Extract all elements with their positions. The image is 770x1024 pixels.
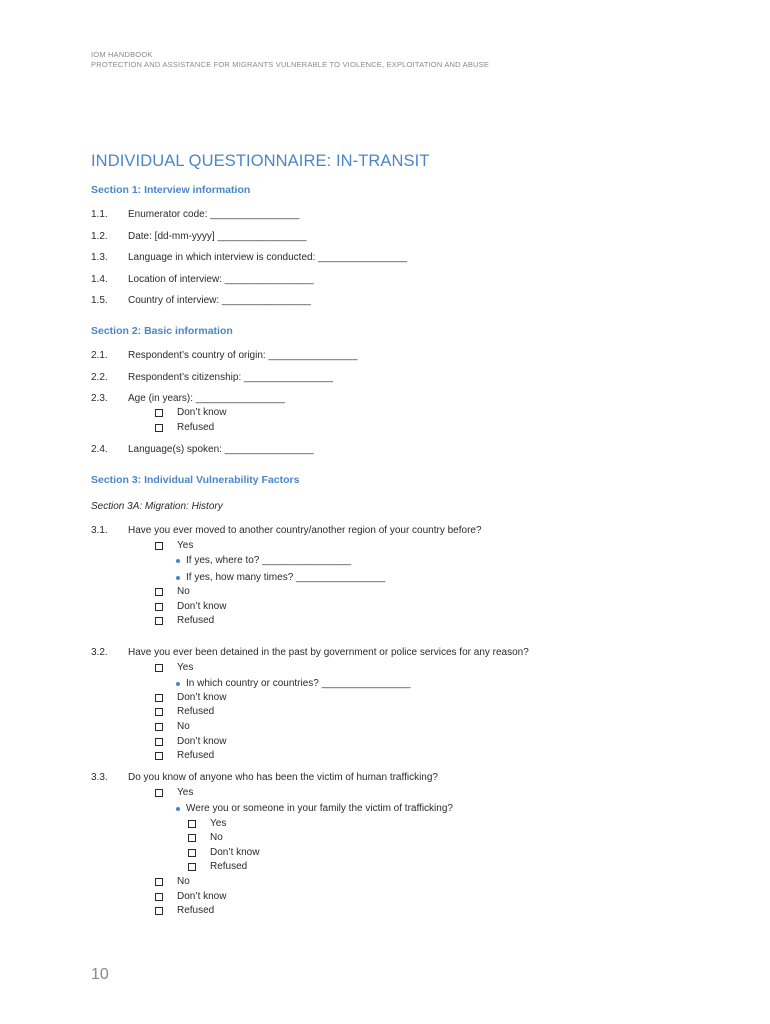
section-3a-heading: Section 3A: Migration: History — [91, 501, 223, 512]
q2-3-number: 2.3. — [91, 393, 108, 404]
q3-3-sub-option-dont-know[interactable] — [188, 847, 259, 858]
q1-2-text: Date: [dd-mm-yyyy] ________________ — [128, 231, 307, 242]
q1-3-number: 1.3. — [91, 252, 108, 263]
checkbox[interactable] — [155, 738, 163, 746]
bullet-dot-icon — [176, 807, 180, 811]
q3-1-option-dont-know[interactable] — [155, 601, 226, 612]
bullet-dot-icon — [176, 576, 180, 580]
checkbox[interactable] — [155, 752, 163, 760]
option-label: Yes — [177, 540, 194, 551]
checkbox[interactable] — [155, 708, 163, 716]
checkbox[interactable] — [155, 893, 163, 901]
q1-4-number: 1.4. — [91, 274, 108, 285]
q3-2-text: Have you ever been detained in the past by government or police services for any reason? — [128, 647, 529, 658]
checkbox[interactable] — [155, 603, 163, 611]
q2-2-text: Respondent’s citizenship: ________________ — [128, 372, 333, 383]
section-3-heading: Section 3: Individual Vulnerability Factors — [91, 474, 300, 486]
option-label: Don’t know — [177, 692, 227, 703]
q3-2-option-yes[interactable] — [155, 662, 193, 673]
q3-3-option-no[interactable] — [155, 876, 190, 887]
option-label: Refused — [177, 706, 215, 717]
header-line-1: IOM HANDBOOK — [91, 50, 153, 59]
option-label: Yes — [177, 662, 194, 673]
q3-1-number: 3.1. — [91, 525, 108, 536]
option-label: Refused — [177, 905, 215, 916]
option-label: Refused — [177, 422, 215, 433]
q3-3-sub-option-yes[interactable] — [188, 818, 226, 829]
q2-3-option-refused[interactable] — [155, 422, 214, 433]
option-label: Don’t know — [210, 847, 260, 858]
q3-2-option-dont-know-1[interactable] — [155, 692, 226, 703]
option-label: Don’t know — [177, 601, 227, 612]
q3-3-sub-option-refused[interactable] — [188, 861, 247, 872]
running-header — [91, 50, 489, 70]
q2-3-option-dont-know[interactable] — [155, 407, 226, 418]
q3-3-sub-option-no[interactable] — [188, 832, 223, 843]
option-label: No — [177, 586, 190, 597]
q3-2-bullet-which-country — [176, 678, 411, 689]
q3-2-option-refused-2[interactable] — [155, 750, 214, 761]
q2-1-text: Respondent’s country of origin: ________________ — [128, 350, 358, 361]
q3-2-option-dont-know-2[interactable] — [155, 736, 226, 747]
option-label: Yes — [210, 818, 227, 829]
q3-1-option-refused[interactable] — [155, 615, 214, 626]
q2-4-text: Language(s) spoken: ________________ — [128, 444, 314, 455]
q3-3-option-dont-know[interactable] — [155, 891, 226, 902]
bullet-dot-icon — [176, 682, 180, 686]
q3-2-option-no[interactable] — [155, 721, 190, 732]
q3-3-bullet-victim-family — [176, 803, 453, 814]
checkbox[interactable] — [188, 834, 196, 842]
option-label: Refused — [177, 750, 215, 761]
bullet-text: In which country or countries? ________________ — [186, 678, 411, 689]
checkbox[interactable] — [155, 789, 163, 797]
checkbox[interactable] — [155, 588, 163, 596]
q3-1-option-yes[interactable] — [155, 540, 193, 551]
q2-2-number: 2.2. — [91, 372, 108, 383]
checkbox[interactable] — [188, 863, 196, 871]
option-label: Refused — [210, 861, 248, 872]
checkbox[interactable] — [155, 424, 163, 432]
q3-1-text: Have you ever moved to another country/another region of your country before? — [128, 525, 482, 536]
option-label: No — [177, 721, 190, 732]
option-label: Refused — [177, 615, 215, 626]
checkbox[interactable] — [155, 617, 163, 625]
q3-3-option-refused[interactable] — [155, 905, 214, 916]
q3-1-bullet-where-to — [176, 555, 351, 566]
q3-3-number: 3.3. — [91, 772, 108, 783]
checkbox[interactable] — [188, 849, 196, 857]
checkbox[interactable] — [155, 664, 163, 672]
q1-1-text: Enumerator code: ________________ — [128, 209, 300, 220]
q1-5-text: Country of interview: ________________ — [128, 295, 311, 306]
bullet-text: If yes, where to? ________________ — [186, 555, 352, 566]
checkbox[interactable] — [155, 907, 163, 915]
q3-3-option-yes[interactable] — [155, 787, 193, 798]
checkbox[interactable] — [155, 723, 163, 731]
q1-3-text: Language in which interview is conducted: ________________ — [128, 252, 408, 263]
option-label: Don’t know — [177, 891, 227, 902]
option-label: Yes — [177, 787, 194, 798]
page-title: INDIVIDUAL QUESTIONNAIRE: IN-TRANSIT — [91, 152, 430, 170]
option-label: No — [210, 832, 223, 843]
q2-4-number: 2.4. — [91, 444, 108, 455]
checkbox[interactable] — [155, 694, 163, 702]
q3-2-option-refused-1[interactable] — [155, 706, 214, 717]
section-2-heading: Section 2: Basic information — [91, 325, 233, 337]
q3-1-option-no[interactable] — [155, 586, 190, 597]
bullet-text: Were you or someone in your family the victim of trafficking? — [186, 803, 453, 814]
bullet-text: If yes, how many times? ________________ — [186, 572, 386, 583]
q2-3-text: Age (in years): ________________ — [128, 393, 285, 404]
checkbox[interactable] — [188, 820, 196, 828]
q1-4-text: Location of interview: ________________ — [128, 274, 314, 285]
option-label: No — [177, 876, 190, 887]
bullet-dot-icon — [176, 559, 180, 563]
checkbox[interactable] — [155, 542, 163, 550]
q3-3-text: Do you know of anyone who has been the victim of human trafficking? — [128, 772, 438, 783]
page-number: 10 — [91, 966, 109, 983]
option-label: Don’t know — [177, 736, 227, 747]
q1-5-number: 1.5. — [91, 295, 108, 306]
checkbox[interactable] — [155, 878, 163, 886]
q2-1-number: 2.1. — [91, 350, 108, 361]
q1-1-number: 1.1. — [91, 209, 108, 220]
q1-2-number: 1.2. — [91, 231, 108, 242]
q3-2-number: 3.2. — [91, 647, 108, 658]
option-label: Don’t know — [177, 407, 227, 418]
section-1-heading: Section 1: Interview information — [91, 184, 251, 196]
q3-1-bullet-how-many — [176, 572, 385, 583]
header-line-2: PROTECTION AND ASSISTANCE FOR MIGRANTS VULNERABLE TO VIOLENCE, EXPLOITATION AND ABUSE — [91, 60, 490, 69]
checkbox[interactable] — [155, 409, 163, 417]
